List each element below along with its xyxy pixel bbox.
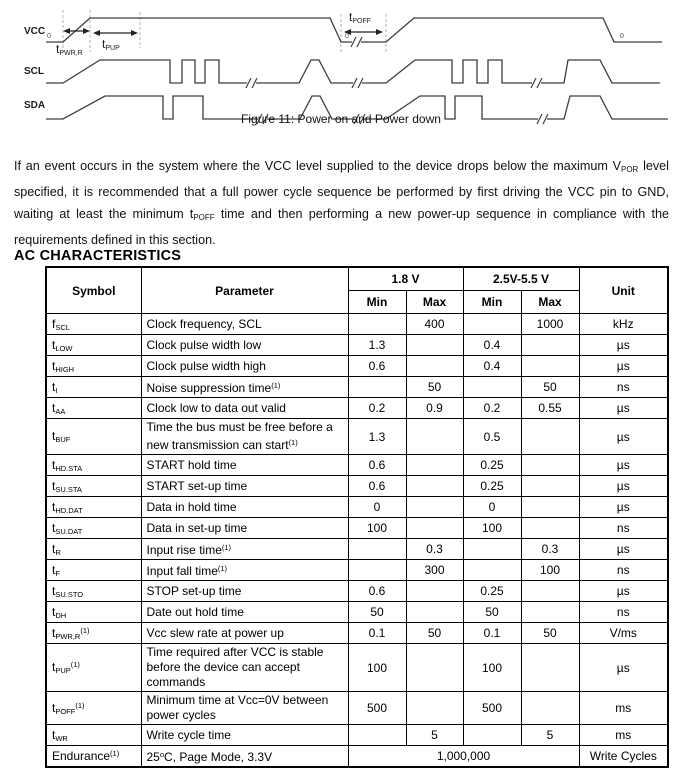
- value-cell: [406, 476, 463, 497]
- min-header: Min: [348, 291, 406, 314]
- unit-cell: µs: [579, 398, 668, 419]
- value-cell: [406, 602, 463, 623]
- value-cell: 0.2: [463, 398, 521, 419]
- parameter-cell: 25$^o$C, Page Mode, 3.3V: [141, 746, 348, 768]
- value-cell: [521, 518, 579, 539]
- parameter-cell: Noise suppression time$^{(1)}$: [141, 377, 348, 398]
- value-cell: 0.6: [348, 476, 406, 497]
- symbol-cell: $t_{PUP}^{(1)}$: [46, 644, 141, 692]
- unit-cell: Write Cycles: [579, 746, 668, 768]
- t-pwr-r-label: $t_{PWR,R}$: [56, 42, 83, 57]
- ac-characteristics-table: [45, 266, 669, 768]
- symbol-cell: $t_{LOW}$: [46, 335, 141, 356]
- value-cell: [348, 725, 406, 746]
- parameter-cell: START set-up time: [141, 476, 348, 497]
- table-row: [46, 692, 668, 725]
- parameter-cell: Write cycle time: [141, 725, 348, 746]
- value-cell: [521, 602, 579, 623]
- symbol-cell: $t_{HD.DAT}$: [46, 497, 141, 518]
- unit-cell: ns: [579, 518, 668, 539]
- value-cell: 300: [406, 560, 463, 581]
- t-pup-label: $t_{PUP}$: [102, 37, 120, 52]
- value-cell: [521, 335, 579, 356]
- scl-signal-label: SCL: [24, 66, 44, 77]
- table-header: [46, 267, 668, 314]
- value-cell: [406, 335, 463, 356]
- value-cell: [521, 476, 579, 497]
- symbol-cell: $t_{HD.STA}$: [46, 455, 141, 476]
- value-cell: 100: [463, 644, 521, 692]
- value-cell: 1.3: [348, 335, 406, 356]
- parameter-cell: Date out hold time: [141, 602, 348, 623]
- value-cell: 0.25: [463, 455, 521, 476]
- table-row: [46, 455, 668, 476]
- table-row: [46, 746, 668, 768]
- parameter-column-header: Parameter: [141, 267, 348, 314]
- unit-cell: µs: [579, 419, 668, 455]
- merged-value-cell: 1,000,000: [348, 746, 579, 768]
- value-cell: 0.5: [463, 419, 521, 455]
- symbol-cell: $f_{SCL}$: [46, 314, 141, 335]
- table-row: [46, 581, 668, 602]
- value-cell: [406, 497, 463, 518]
- table-row: [46, 560, 668, 581]
- parameter-cell: START hold time: [141, 455, 348, 476]
- symbol-cell: $t_{BUF}$: [46, 419, 141, 455]
- parameter-cell: Clock frequency, SCL: [141, 314, 348, 335]
- parameter-cell: Data in hold time: [141, 497, 348, 518]
- max-header: Max: [521, 291, 579, 314]
- symbol-column-header: Symbol: [46, 267, 141, 314]
- value-cell: [406, 356, 463, 377]
- table-row: [46, 476, 668, 497]
- unit-cell: µs: [579, 497, 668, 518]
- t-poff-label: $t_{POFF}$: [349, 10, 372, 25]
- value-cell: [521, 644, 579, 692]
- value-cell: [463, 314, 521, 335]
- group-2v5-header: 2.5V-5.5 V: [463, 267, 579, 291]
- symbol-cell: $t_I$: [46, 377, 141, 398]
- value-cell: [406, 455, 463, 476]
- table-row: [46, 539, 668, 560]
- symbol-cell: $t_{POFF}^{(1)}$: [46, 692, 141, 725]
- value-cell: 100: [463, 518, 521, 539]
- parameter-cell: Input rise time$^{(1)}$: [141, 539, 348, 560]
- unit-cell: ms: [579, 692, 668, 725]
- unit-cell: µs: [579, 335, 668, 356]
- vcc-signal-label: VCC: [24, 26, 46, 37]
- value-cell: [521, 692, 579, 725]
- value-cell: [463, 725, 521, 746]
- value-cell: 500: [348, 692, 406, 725]
- value-cell: 50: [521, 623, 579, 644]
- zero-label: 0: [47, 33, 51, 40]
- value-cell: [348, 560, 406, 581]
- zero-label: 0: [345, 33, 349, 40]
- value-cell: [463, 539, 521, 560]
- value-cell: 1.3: [348, 419, 406, 455]
- table-row: [46, 602, 668, 623]
- value-cell: 0.2: [348, 398, 406, 419]
- symbol-cell: $t_{HIGH}$: [46, 356, 141, 377]
- table-row: [46, 644, 668, 692]
- value-cell: 100: [348, 518, 406, 539]
- value-cell: 0.3: [521, 539, 579, 560]
- group-1v8-header: 1.8 V: [348, 267, 463, 291]
- min-header: Min: [463, 291, 521, 314]
- value-cell: 1000: [521, 314, 579, 335]
- table-row: [46, 518, 668, 539]
- value-cell: 0.6: [348, 455, 406, 476]
- table-row: [46, 356, 668, 377]
- symbol-cell: $t_{WR}$: [46, 725, 141, 746]
- parameter-cell: Minimum time at Vcc=0V between power cycles: [141, 692, 348, 725]
- value-cell: 50: [348, 602, 406, 623]
- table-row: [46, 377, 668, 398]
- parameter-cell: Clock low to data out valid: [141, 398, 348, 419]
- value-cell: 50: [463, 602, 521, 623]
- unit-cell: V/ms: [579, 623, 668, 644]
- symbol-cell: $t_{SU.STA}$: [46, 476, 141, 497]
- unit-cell: kHz: [579, 314, 668, 335]
- body-paragraph: If an event occurs in the system where the VCC level supplied to the device drops below the maximum $V_{POR}$ level specified, it is recommended that a full power cycle sequence be performed by first driving the VCC pin to GND, waiting at least the minimum $t_{POFF}$ time and then performing a new power-up sequence in compliance with the requirements defined in this section.: [14, 158, 669, 247]
- figure-caption: Figure 11: Power on and Power down: [241, 112, 441, 126]
- parameter-cell: Input fall time$^{(1)}$: [141, 560, 348, 581]
- unit-cell: µs: [579, 539, 668, 560]
- value-cell: 5: [406, 725, 463, 746]
- value-cell: [521, 419, 579, 455]
- symbol-cell: $t_R$: [46, 539, 141, 560]
- parameter-cell: Time required after VCC is stable before the device can accept commands: [141, 644, 348, 692]
- section-title: AC CHARACTERISTICS: [14, 248, 182, 265]
- table-row: [46, 314, 668, 335]
- value-cell: 0.6: [348, 356, 406, 377]
- table-row: [46, 419, 668, 455]
- value-cell: 0.9: [406, 398, 463, 419]
- value-cell: 0.25: [463, 581, 521, 602]
- value-cell: 400: [406, 314, 463, 335]
- symbol-cell: $t_{PWR,R}^{(1)}$: [46, 623, 141, 644]
- value-cell: 50: [406, 623, 463, 644]
- table-row: [46, 725, 668, 746]
- parameter-cell: Time the bus must be free before a new transmission can start$^{(1)}$: [141, 419, 348, 455]
- value-cell: 50: [521, 377, 579, 398]
- value-cell: [406, 581, 463, 602]
- t-pwr-r-arrow: [63, 28, 90, 34]
- value-cell: 50: [406, 377, 463, 398]
- value-cell: 100: [521, 560, 579, 581]
- value-cell: [406, 644, 463, 692]
- zero-label: 0: [620, 33, 624, 40]
- unit-column-header: Unit: [579, 267, 668, 314]
- table-row: [46, 335, 668, 356]
- table-row: [46, 398, 668, 419]
- unit-cell: µs: [579, 455, 668, 476]
- value-cell: 500: [463, 692, 521, 725]
- symbol-cell: $t_{SU.STO}$: [46, 581, 141, 602]
- unit-cell: µs: [579, 644, 668, 692]
- unit-cell: ns: [579, 602, 668, 623]
- value-cell: [521, 581, 579, 602]
- timing-diagram-figure: [0, 4, 682, 136]
- value-cell: 0.6: [348, 581, 406, 602]
- t-pup-arrow: [93, 30, 138, 36]
- unit-cell: µs: [579, 476, 668, 497]
- parameter-cell: Data in set-up time: [141, 518, 348, 539]
- unit-cell: µs: [579, 356, 668, 377]
- unit-cell: µs: [579, 581, 668, 602]
- parameter-cell: STOP set-up time: [141, 581, 348, 602]
- symbol-cell: $t_{DH}$: [46, 602, 141, 623]
- unit-cell: ms: [579, 725, 668, 746]
- value-cell: 0.1: [348, 623, 406, 644]
- ac-table-body: [46, 314, 668, 768]
- t-poff-arrow: [344, 29, 383, 35]
- value-cell: 0: [463, 497, 521, 518]
- value-cell: [406, 518, 463, 539]
- value-cell: [463, 560, 521, 581]
- value-cell: 5: [521, 725, 579, 746]
- value-cell: 0.25: [463, 476, 521, 497]
- symbol-cell: $t_{AA}$: [46, 398, 141, 419]
- value-cell: [348, 539, 406, 560]
- value-cell: 0.55: [521, 398, 579, 419]
- sda-signal-label: SDA: [24, 100, 46, 111]
- value-cell: 0.3: [406, 539, 463, 560]
- parameter-cell: Vcc slew rate at power up: [141, 623, 348, 644]
- value-cell: [348, 377, 406, 398]
- value-cell: [521, 455, 579, 476]
- table-row: [46, 623, 668, 644]
- value-cell: 0.1: [463, 623, 521, 644]
- value-cell: [521, 356, 579, 377]
- value-cell: [521, 497, 579, 518]
- symbol-cell: $t_F$: [46, 560, 141, 581]
- symbol-cell: $t_{SU.DAT}$: [46, 518, 141, 539]
- value-cell: [463, 377, 521, 398]
- table-row: [46, 497, 668, 518]
- unit-cell: ns: [579, 377, 668, 398]
- value-cell: 100: [348, 644, 406, 692]
- value-cell: [406, 419, 463, 455]
- max-header: Max: [406, 291, 463, 314]
- value-cell: 0.4: [463, 335, 521, 356]
- value-cell: [348, 314, 406, 335]
- symbol-cell: Endurance$^{(1)}$: [46, 746, 141, 768]
- parameter-cell: Clock pulse width high: [141, 356, 348, 377]
- value-cell: [406, 692, 463, 725]
- value-cell: 0.4: [463, 356, 521, 377]
- value-cell: 0: [348, 497, 406, 518]
- parameter-cell: Clock pulse width low: [141, 335, 348, 356]
- unit-cell: ns: [579, 560, 668, 581]
